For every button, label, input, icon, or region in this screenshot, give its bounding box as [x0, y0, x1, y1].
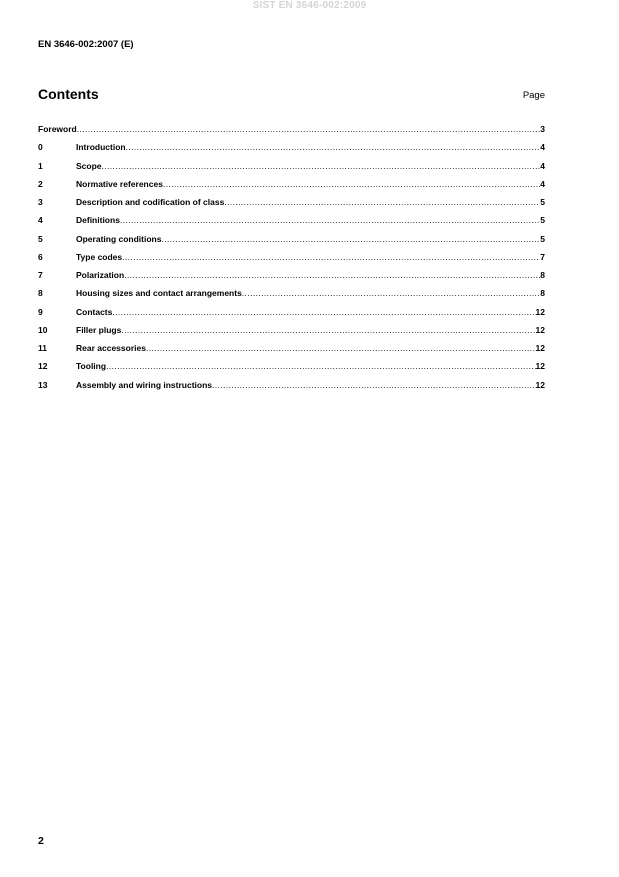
toc-entry-page: 12: [535, 306, 545, 317]
toc-entry-number: 2: [38, 178, 43, 189]
toc-leader-dots: [161, 234, 540, 244]
toc-entry-title: Foreword: [38, 124, 77, 134]
toc-entry-title: Normative references: [76, 178, 163, 189]
toc-entry-title: Description and codification of class: [76, 197, 225, 207]
toc-row[interactable]: [38, 179, 545, 197]
toc-row[interactable]: [38, 197, 545, 215]
page-title: Contents: [38, 86, 99, 102]
toc-leader-dots: [126, 142, 541, 152]
toc-entry-page: 5: [540, 215, 545, 226]
toc-entry-number: 5: [38, 233, 43, 244]
page-number: 2: [38, 835, 44, 847]
page-column-label: Page: [522, 90, 545, 101]
toc-leader-dots: [106, 361, 535, 371]
toc-entry-number: 9: [38, 306, 43, 317]
toc-row[interactable]: [38, 142, 545, 160]
toc-entry-number: 7: [38, 270, 43, 280]
toc-row[interactable]: [38, 215, 545, 233]
toc-entry-page: 4: [540, 160, 545, 171]
toc-entry-title: Scope: [76, 160, 102, 171]
toc-entry-number: 6: [38, 251, 43, 262]
toc-row[interactable]: [38, 361, 545, 379]
watermark: SIST EN 3646-002:2009: [252, 0, 367, 11]
toc-entry-title: Type codes: [76, 251, 123, 262]
toc-row[interactable]: [38, 252, 545, 270]
toc-row[interactable]: [38, 270, 545, 288]
toc-entry-title: Introduction: [76, 142, 126, 153]
table-of-contents: [38, 124, 545, 398]
toc-entry-page: 5: [540, 233, 545, 244]
document-id: EN 3646-002:2007 (E): [38, 39, 134, 50]
toc-leader-dots: [102, 161, 541, 171]
toc-entry-page: 5: [540, 197, 545, 207]
toc-row-foreword[interactable]: [38, 124, 545, 142]
toc-entry-title: Contacts: [76, 306, 113, 317]
toc-entry-title: Filler plugs: [76, 324, 122, 335]
toc-entry-number: 11: [38, 343, 47, 353]
toc-entry-page: 12: [535, 379, 545, 390]
toc-entry-page: 12: [535, 324, 545, 335]
toc-leader-dots: [242, 288, 540, 298]
toc-entry-number: 4: [38, 215, 43, 226]
toc-leader-dots: [122, 252, 540, 262]
toc-entry-title: Definitions: [76, 215, 120, 226]
toc-leader-dots: [77, 124, 541, 134]
toc-entry-page: 4: [540, 178, 545, 189]
toc-entry-number: 0: [38, 142, 43, 153]
toc-entry-page: 8: [540, 270, 545, 280]
toc-entry-title: Operating conditions: [76, 233, 162, 244]
toc-entry-page: 8: [540, 288, 545, 299]
toc-leader-dots: [146, 343, 536, 353]
toc-entry-page: 12: [535, 361, 545, 372]
toc-entry-title: Rear accessories: [76, 343, 146, 353]
toc-leader-dots: [124, 270, 540, 280]
toc-row[interactable]: [38, 380, 545, 398]
toc-row[interactable]: [38, 161, 545, 179]
toc-entry-title: Housing sizes and contact arrangements: [76, 288, 242, 299]
toc-row[interactable]: [38, 288, 545, 306]
toc-row[interactable]: [38, 307, 545, 325]
toc-entry-number: 1: [38, 160, 43, 171]
toc-row[interactable]: [38, 343, 545, 361]
toc-row[interactable]: [38, 325, 545, 343]
toc-entry-number: 10: [38, 324, 48, 335]
toc-entry-page: 3: [540, 124, 545, 134]
toc-entry-number: 3: [38, 197, 43, 207]
toc-entry-number: 8: [38, 288, 43, 299]
toc-leader-dots: [121, 325, 535, 335]
toc-leader-dots: [163, 179, 540, 189]
toc-entry-page: 12: [535, 343, 545, 353]
toc-entry-title: Assembly and wiring instructions: [76, 379, 213, 390]
toc-entry-number: 13: [38, 379, 48, 390]
toc-leader-dots: [120, 215, 540, 225]
toc-leader-dots: [224, 197, 540, 207]
toc-entry-number: 12: [38, 361, 48, 372]
toc-entry-title: Tooling: [76, 361, 107, 372]
toc-entry-page: 7: [540, 251, 545, 262]
toc-entry-page: 4: [540, 142, 545, 153]
toc-leader-dots: [112, 307, 535, 317]
toc-row[interactable]: [38, 234, 545, 252]
toc-entry-title: Polarization: [76, 270, 125, 280]
toc-leader-dots: [212, 380, 536, 390]
